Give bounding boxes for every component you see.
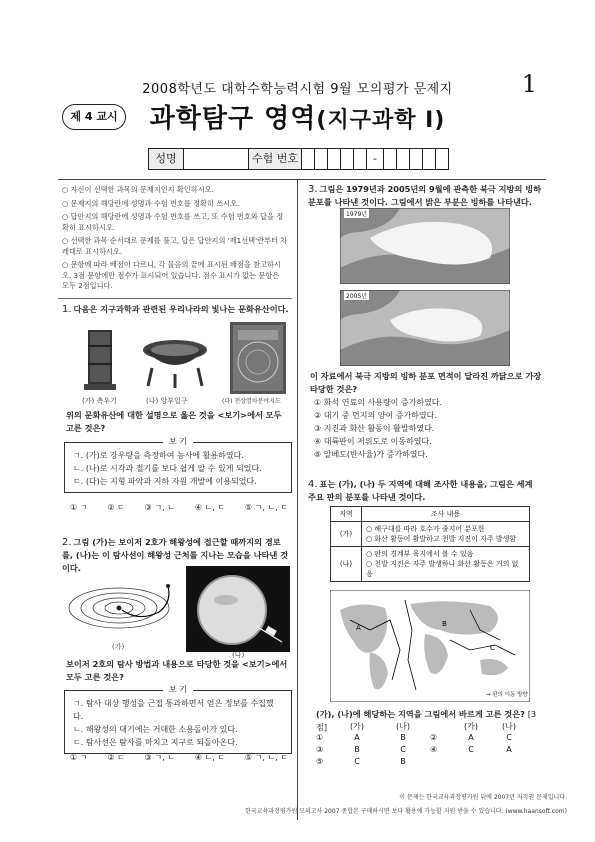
q4-stem: 4. 표는 (가), (나) 두 지역에 대해 조사한 내용을, 그림은 세계 주요 판의 분포를 나타낸 것이다. — [308, 479, 533, 502]
id-digit[interactable] — [315, 149, 328, 169]
q2-option[interactable]: ① ㄱ — [70, 753, 88, 762]
q1-caption-ga: (가) 측우기 — [82, 397, 117, 405]
arctic-ice-1979-image — [340, 208, 510, 284]
period-badge: 제 4 교시 — [62, 104, 126, 130]
note-item: ○ 답안지의 해당란에 성명과 수험 번호를 쓰고, 또 수험 번호와 답을 정확히 표시하시오. — [62, 212, 284, 232]
footer-line-1: 이 문제는 한국교육과정평가원 뒤에 2007년 저작권 문제입니다. — [399, 794, 567, 801]
q4-answer-row[interactable]: ① A B ② A C — [316, 733, 512, 742]
q1-bogi-item: ㄷ. (다)는 지형 파악과 지하 자원 개발에 이용되었다. — [73, 477, 257, 486]
q1-option[interactable]: ① ㄱ — [70, 503, 88, 512]
q1-caption-da: (다) 천상열차분야지도 — [222, 398, 281, 405]
q1-option[interactable]: ④ ㄴ, ㄷ — [194, 503, 226, 512]
q1-images — [80, 322, 290, 402]
q1-stem: 1. 다음은 지구과학과 관련된 우리나라의 빛나는 문화유산이다. — [62, 304, 289, 315]
id-digit[interactable] — [410, 149, 423, 169]
q3-question: 이 자료에서 북극 지방의 빙하 분포 면적이 달라진 까닭으로 가장 타당한 것은? — [310, 371, 542, 394]
year-label-2005: 2005년 — [346, 293, 368, 300]
id-digit[interactable] — [354, 149, 367, 169]
map-label-a: A — [356, 624, 361, 632]
q1-options — [70, 502, 288, 513]
exam-header: 2008학년도 대학수학능력시험 9월 모의평가 문제지 — [142, 82, 453, 97]
q2-option[interactable]: ② ㄷ — [107, 753, 125, 762]
q2-options — [70, 752, 288, 763]
q3-option[interactable]: ① 화석 연료의 사용량이 증가하였다. — [314, 398, 443, 407]
map-legend: → 판의 이동 방향 — [486, 692, 528, 698]
q4-question: (가), (나)에 해당하는 지역을 그림에서 바르게 고른 것은? [3점] — [316, 709, 537, 732]
q2-caption-na: (나) — [232, 651, 245, 659]
sundial-image — [140, 328, 210, 390]
footer-line-2: 한국교육과정평가원 모의고사 2007 종합본 구매하시면 보다 활용에 가능할 지원 받을 수 있습니다. (www.haansoft.com) — [245, 808, 567, 815]
q3-option[interactable]: ④ 대륙판이 저위도로 이동하였다. — [314, 437, 432, 446]
q2-bogi-label: 보 기 — [163, 684, 193, 695]
page-title — [0, 98, 595, 135]
candidate-info-box — [148, 148, 449, 170]
id-digit[interactable] — [328, 149, 341, 169]
title-main: 과학탐구 영역 — [149, 104, 317, 134]
q2-option[interactable]: ③ ㄱ, ㄴ — [144, 753, 175, 762]
table-row: (가) ○ 해구대를 따라 호수가 줄지어 분포한 ○ 화산 활동이 활발하고 천발 지진이 자주 발생함 — [331, 522, 530, 547]
q2-bogi-item: ㄴ. 해왕성의 대기에는 거대한 소용돌이가 있다. — [73, 725, 238, 734]
header-divider — [58, 179, 546, 180]
table-header: 조사 내용 — [362, 507, 530, 522]
voyager-orbit-diagram — [64, 572, 174, 638]
q3-option[interactable]: ② 대기 중 먼지의 양이 증가하였다. — [314, 411, 437, 420]
note-item: ○ 문항에 따라 배점이 다르니, 각 물음의 끝에 표시된 배점을 참고하시오. 3점 문항에만 점수가 표시되어 있습니다. 점수 표시가 없는 문항은 모두 2점입니다. — [62, 260, 281, 290]
rain-gauge-image — [80, 326, 120, 392]
q4-survey-table — [330, 506, 530, 582]
id-label: 수험 번호 — [249, 149, 302, 169]
arctic-ice-2005-image — [340, 290, 510, 366]
q1-question: 위의 문화유산에 대한 설명으로 옳은 것을 <보기>에서 모두 고른 것은? — [66, 410, 282, 433]
q2-bogi-item: ㄷ. 탐사선은 탐사를 마치고 지구로 되돌아온다. — [73, 738, 238, 747]
map-label-b: B — [442, 620, 447, 628]
q1-bogi-item: ㄴ. (나)로 시각과 절기를 보다 쉽게 알 수 있게 되었다. — [73, 464, 262, 473]
q2-option[interactable]: ④ ㄴ, ㄷ — [194, 753, 226, 762]
name-field[interactable] — [184, 149, 249, 169]
q2-caption-ga: (가) — [112, 643, 125, 651]
page-number: 1 — [521, 70, 537, 98]
name-label: 성명 — [149, 149, 184, 169]
neptune-flyby-image — [186, 566, 290, 652]
year-label-1979: 1979년 — [346, 211, 368, 218]
id-digit[interactable] — [384, 149, 397, 169]
q2-question: 보이저 2호의 탐사 방법과 내용으로 타당한 것을 <보기>에서 모두 고른 것은? — [66, 659, 288, 682]
map-label-c: C — [490, 644, 495, 652]
plate-map-image — [330, 590, 530, 702]
id-digit[interactable] — [436, 149, 448, 169]
note-item: ○ 문제지의 해당란에 성명과 수험 번호를 정확히 쓰시오. — [62, 198, 240, 208]
q4-answer-row[interactable]: ③ B C ④ C A — [316, 745, 512, 754]
q2-bogi-item: ㄱ. 탐사 대상 행성을 근접 통과하면서 얻은 정보를 수집했다. — [73, 699, 274, 721]
note-item: ○ 선택한 과목 순서대로 문제를 풀고, 답은 답안지의 '제1선택'란부터 차례대로 표시하시오. — [62, 236, 288, 256]
column-divider — [297, 180, 298, 820]
id-dash: - — [367, 149, 384, 169]
q3-option[interactable]: ⑤ 알베도(반사율)가 증가하였다. — [314, 450, 428, 459]
table-header: 지역 — [331, 507, 362, 522]
q2-option[interactable]: ⑤ ㄱ, ㄴ, ㄷ — [244, 753, 288, 762]
q1-bogi-box — [64, 437, 292, 493]
q2-bogi-box — [64, 685, 292, 754]
star-map-image — [230, 322, 286, 394]
q3-option[interactable]: ③ 지진과 화산 활동이 활발하였다. — [314, 424, 435, 433]
note-item: ○ 자신이 선택한 과목의 문제지인지 확인하시오. — [62, 185, 214, 194]
q1-bogi-item: ㄱ. (가)로 강우량을 측정하여 농사에 활용하였다. — [73, 451, 244, 460]
q4-answer-row[interactable]: ⑤ C B — [316, 757, 406, 766]
q1-option[interactable]: ⑤ ㄱ, ㄴ, ㄷ — [244, 503, 288, 512]
id-digit[interactable] — [397, 149, 410, 169]
q1-option[interactable]: ③ ㄱ, ㄴ — [144, 503, 175, 512]
title-sub: (지구과학 I) — [316, 108, 446, 133]
id-digit[interactable] — [423, 149, 436, 169]
q1-option[interactable]: ② ㄷ — [107, 503, 125, 512]
instructions — [62, 185, 288, 292]
id-digit[interactable] — [302, 149, 315, 169]
table-row: (나) ○ 판의 경계부 육지에서 볼 수 있음 ○ 천발 지진은 자주 발생하나 화산 활동은 거의 없음 — [331, 547, 530, 582]
q2-stem: 2. 그림 (가)는 보이저 2호가 해왕성에 접근할 때까지의 경로를, (나)는 이 탐사선이 해왕성 근처를 지나는 모습을 나타낸 것이다. — [62, 537, 289, 573]
notes-divider — [58, 298, 292, 299]
q1-bogi-label: 보 기 — [163, 436, 193, 447]
id-digit[interactable] — [341, 149, 354, 169]
q4-answer-grid: (가) (나) (가) (나) ① A B ② A C ③ B C ④ C A ⑤ C B — [316, 721, 542, 768]
q1-caption-na: (나) 앙부일구 — [146, 397, 188, 405]
q3-options — [314, 396, 544, 461]
q3-stem: 3. 그림은 1979년과 2005년의 9월에 관측한 북극 지방의 빙하 분포를 나타낸 것이다. 그림에서 밝은 부분은 빙하를 나타낸다. — [308, 184, 542, 207]
